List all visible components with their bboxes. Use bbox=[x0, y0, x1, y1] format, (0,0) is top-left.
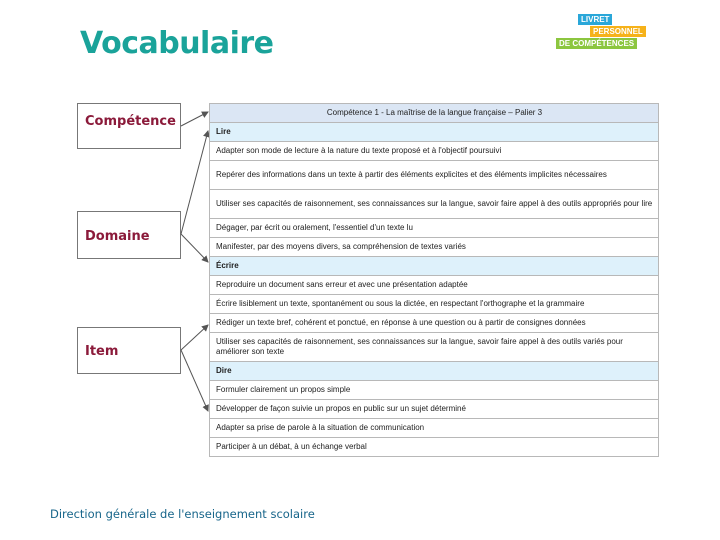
domain-row bbox=[210, 257, 659, 276]
item-row bbox=[210, 419, 659, 438]
item-row bbox=[210, 381, 659, 400]
item-cell: Adapter sa prise de parole à la situation de communication bbox=[210, 419, 659, 438]
item-row bbox=[210, 276, 659, 295]
item-cell: Utiliser ses capacités de raisonnement, ses connaissances sur la langue, savoir faire appel à des outils variés pour améliorer son texte bbox=[210, 333, 659, 362]
domain-row bbox=[210, 362, 659, 381]
item-row bbox=[210, 295, 659, 314]
page-title: Vocabulaire bbox=[80, 26, 274, 61]
item-row bbox=[210, 314, 659, 333]
item-row bbox=[210, 190, 659, 219]
item-cell: Écrire lisiblement un texte, spontanément ou sous la dictée, en respectant l'orthographe et la grammaire bbox=[210, 295, 659, 314]
item-cell: Rédiger un texte bref, cohérent et ponctué, en réponse à une question ou à partir de consignes données bbox=[210, 314, 659, 333]
item-row bbox=[210, 333, 659, 362]
item-cell: Développer de façon suivie un propos en public sur un sujet déterminé bbox=[210, 400, 659, 419]
item-cell: Participer à un débat, à un échange verbal bbox=[210, 438, 659, 457]
item-cell: Formuler clairement un propos simple bbox=[210, 381, 659, 400]
item-row bbox=[210, 219, 659, 238]
item-cell: Dégager, par écrit ou oralement, l'essentiel d'un texte lu bbox=[210, 219, 659, 238]
arrow-item-1 bbox=[181, 325, 208, 350]
footer-text: Direction générale de l'enseignement scolaire bbox=[50, 507, 315, 521]
arrow-item-2 bbox=[181, 350, 208, 411]
label-item: Item bbox=[77, 327, 181, 374]
item-cell: Reproduire un document sans erreur et avec une présentation adaptée bbox=[210, 276, 659, 295]
label-competence: Compétence bbox=[77, 103, 181, 149]
item-cell: Repérer des informations dans un texte à partir des éléments explicites et des éléments implicites nécessaires bbox=[210, 161, 659, 190]
label-domaine: Domaine bbox=[77, 211, 181, 259]
item-row bbox=[210, 142, 659, 161]
logo-line-2: PERSONNEL bbox=[590, 26, 646, 37]
domain-cell: Dire bbox=[210, 362, 659, 381]
table-header: Compétence 1 - La maîtrise de la langue française – Palier 3 bbox=[210, 104, 659, 123]
competence-table bbox=[209, 103, 659, 457]
logo-line-3: DE COMPÉTENCES bbox=[556, 38, 637, 49]
item-cell: Adapter son mode de lecture à la nature du texte proposé et à l'objectif poursuivi bbox=[210, 142, 659, 161]
table-header-row bbox=[210, 104, 659, 123]
domain-row bbox=[210, 123, 659, 142]
domain-cell: Lire bbox=[210, 123, 659, 142]
logo-line-1: LIVRET bbox=[578, 14, 612, 25]
item-row bbox=[210, 438, 659, 457]
item-row bbox=[210, 400, 659, 419]
domain-cell: Écrire bbox=[210, 257, 659, 276]
arrow-competence bbox=[181, 112, 208, 126]
arrow-domaine-ecrire bbox=[181, 234, 208, 262]
arrow-domaine-lire bbox=[181, 131, 208, 234]
item-cell: Utiliser ses capacités de raisonnement, ses connaissances sur la langue, savoir faire appel à des outils appropriés pour lire bbox=[210, 190, 659, 219]
livret-logo bbox=[556, 14, 676, 60]
item-cell: Manifester, par des moyens divers, sa compréhension de textes variés bbox=[210, 238, 659, 257]
item-row bbox=[210, 238, 659, 257]
item-row bbox=[210, 161, 659, 190]
